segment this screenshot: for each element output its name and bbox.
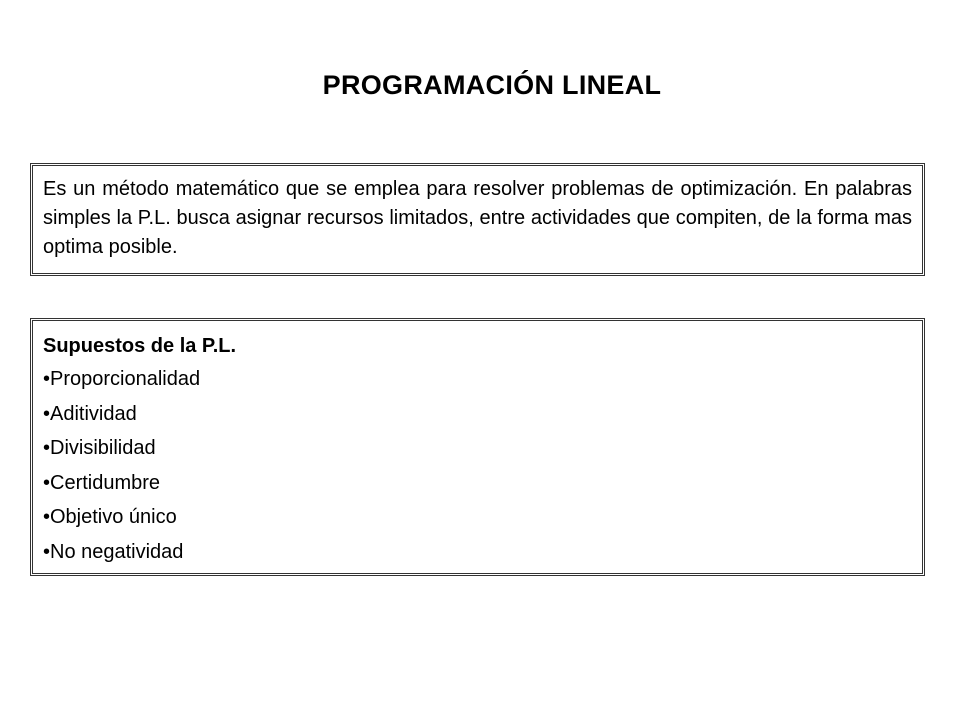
assumption-objetivo-unico: •Objetivo único — [43, 506, 177, 528]
assumption-aditividad: •Aditividad — [43, 402, 137, 425]
assumption-proporcionalidad: •Proporcionalidad — [43, 368, 201, 390]
definition-box — [30, 163, 925, 276]
assumption-certidumbre: •Certidumbre — [43, 471, 161, 494]
definition-text: Es un método matemático que se emplea para resolver problemas de optimización. En palabras simples la P.L. busca asignar recursos limitados, entre actividades que compiten, de la forma mas optima posible. — [43, 178, 912, 258]
assumptions-box — [30, 318, 925, 576]
assumptions-list — [43, 362, 912, 569]
assumptions-heading: Supuestos de la P.L. — [43, 335, 237, 357]
assumption-divisibilidad: •Divisibilidad — [43, 437, 156, 459]
assumption-no-negatividad: •No negatividad — [43, 540, 184, 563]
slide-title: PROGRAMACIÓN LINEAL — [322, 70, 662, 100]
